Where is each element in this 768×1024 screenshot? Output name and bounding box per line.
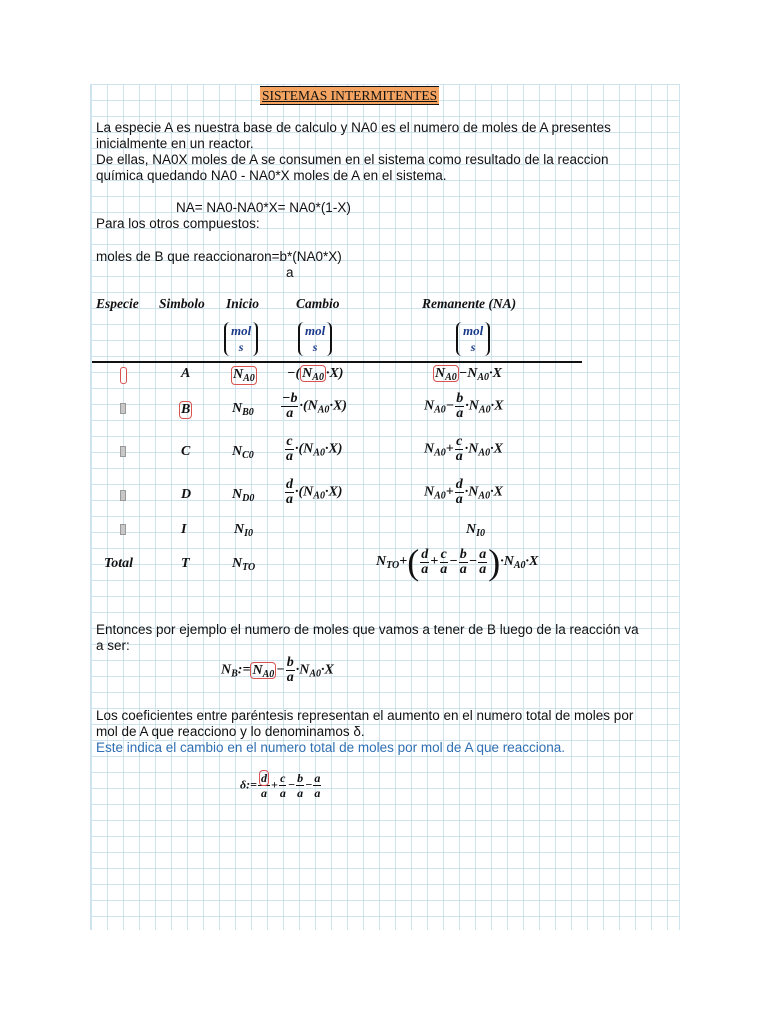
page-title: SISTEMAS INTERMITENTES — [262, 88, 438, 103]
symbol-d: D — [181, 487, 192, 502]
symbol-c: C — [181, 444, 191, 459]
header-inicio: Inicio — [226, 296, 260, 311]
header-cambio: Cambio — [296, 296, 340, 311]
cambio-c: $\frac{c}{a}$ $\cdot(N_{A0}\cdot X)$ — [286, 434, 343, 464]
paragraph-coeficientes — [96, 708, 633, 756]
remanente-i: $N_{I0}$ — [466, 522, 486, 539]
text-line: Entonces por ejemplo el numero de moles que vamos a tener de B luego de la reacción va — [96, 622, 639, 637]
remanente-b: $N_{A0}-$ $\frac{b}{a}$ $\cdot N_{A0}\cdot X$ — [424, 391, 504, 421]
table-divider — [92, 361, 582, 363]
remanente-total: $N_{TO}+$( $\frac{d}{a}$ + $\frac{c}{a}$ − $\frac{b}{a}$ − $\frac{a}{a}$ )$\cdot N_{A0}\cdot X$ — [376, 542, 539, 582]
symbol-i: I — [181, 522, 187, 537]
text-otros-compuestos: Para los otros compuestos: — [96, 216, 260, 231]
inicio-nc0: $N_{C0}$ — [232, 444, 254, 461]
row-marker — [120, 367, 127, 384]
remanente-a: $N_{A0} -N_{A0}\cdot X$ — [435, 366, 502, 383]
row-marker — [120, 403, 126, 414]
row-marker — [120, 524, 126, 535]
text-line: De ellas, NA0X moles de A se consumen en el sistema como resultado de la reaccion — [96, 152, 609, 167]
text-moles-b: moles de B que reaccionaron=b*(NA0*X) — [96, 249, 342, 264]
text-line: Los coeficientes entre paréntesis representan el aumento en el numero total de moles por — [96, 708, 634, 723]
text-line: química quedando NA0 - NA0*X moles de A en el sistema. — [96, 168, 447, 183]
symbol-b: B — [181, 402, 191, 417]
header-remanente: Remanente (NA) — [422, 296, 517, 311]
symbol-t: T — [181, 556, 190, 571]
text-moles-b-denominator: a — [286, 265, 294, 280]
row-marker — [120, 490, 126, 501]
equation-na: NA= NA0-NA0*X= NA0*(1-X) — [176, 200, 351, 215]
remanente-d: $N_{A0}+$ $\frac{d}{a}$ $\cdot N_{A0}\cdot X$ — [424, 477, 503, 507]
text-line: La especie A es nuestra base de calculo y NA0 es el numero de moles de A presentes — [96, 120, 611, 135]
remanente-c: $N_{A0}+$ $\frac{c}{a}$ $\cdot N_{A0}\cdot X$ — [424, 434, 503, 464]
unit-inicio: mol s — [224, 322, 258, 356]
symbol-a: A — [181, 366, 191, 381]
equation-nb: $N_B:= N_{A0}$ − $\frac{b}{a}$ $\cdot N_{A0}\cdot X$ — [221, 655, 334, 685]
unit-cambio: mol s — [298, 322, 332, 356]
cambio-d: $\frac{d}{a}$ $\cdot(N_{A0}\cdot X)$ — [286, 477, 343, 507]
inicio-na0: $N_{A0}$ — [233, 367, 255, 384]
note-line: Este indica el cambio en el numero total de moles por mol de A que reacciona. — [96, 740, 566, 755]
row-marker — [120, 446, 126, 457]
equation-delta: δ:= $\frac{d}{a}$ + $\frac{c}{a}$ − $\frac{b}{a}$ − $\frac{a}{a}$ — [240, 771, 321, 800]
paragraph-entonces — [96, 622, 639, 654]
header-simbolo: Simbolo — [159, 296, 205, 311]
inicio-nb0: $N_{B0}$ — [232, 401, 254, 418]
text-line: mol de A que reacciono y lo denominamos δ. — [96, 724, 365, 739]
cambio-b: $\frac{-b}{a}$ $\cdot(N_{A0}\cdot X)$ — [282, 391, 347, 421]
inicio-nto: $N_{TO}$ — [232, 556, 256, 573]
header-especie: Especie — [96, 296, 139, 311]
label-total: Total — [104, 556, 134, 571]
cambio-a: −( $N_{A0} \cdot X$) — [287, 366, 344, 383]
text-line: inicialmente en un reactor. — [96, 136, 254, 151]
text-line: a ser: — [96, 638, 130, 653]
inicio-nd0: $N_{D0}$ — [232, 487, 255, 504]
unit-remanente: mol s — [456, 322, 490, 356]
inicio-ni0: $N_{I0}$ — [234, 522, 254, 539]
paragraph-base-de-calculo — [96, 120, 611, 184]
